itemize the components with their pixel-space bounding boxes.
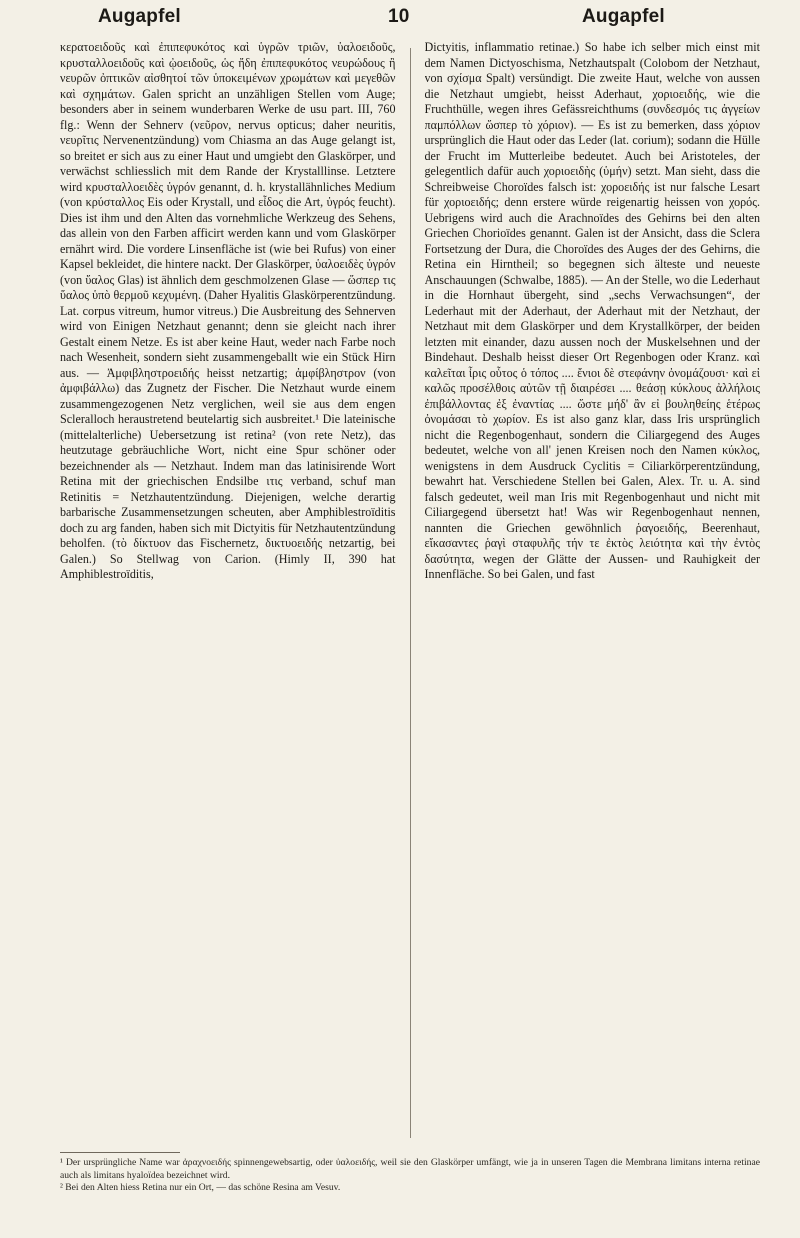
page-number: 10 [388,6,410,27]
footnote-2: ² Bei den Alten hiess Retina nur ein Ort, — das schöne Resina am Vesuv. [60,1182,341,1193]
two-column-body [60,40,760,1148]
footnote-rule [60,1152,180,1153]
right-column-text: Dictyitis, inflammatio retinae.) So habe ich selber mich einst mit dem Namen Dictyoschisma, Netzhautspalt (Colobom der Netzhaut, von σχίσμα Spalt) versündigt. Die zweite Haut, welche von aussen die Netzhaut umgiebt, heisst Aderhaut, χοριοειδής, wie die Fruchthülle, wegen ihres Gefässreichthums (συνδεσμός τις ἀγγείων παμπόλλων ὥσπερ τὸ χόριον). — Es ist zu bemerken, dass χόριον ursprünglich die Haut oder das Leder (lat. corium); sodann die Hülle der Frucht im Mutterleibe bedeutet. Auch bei Aristoteles, der gelegentlich dafür auch χοριοειδὴς (ὑμήν) setzt. Man sieht, dass die Schreibweise Choroïdes falsch ist: χοροειδής ist nur falsche Lesart für χοριοειδής; denn erstere würde reigenartig heissen von χορός. Uebrigens wird auch die Arachnoïdes des Gehirns bei den alten Griechen Chorioïdes genannt. Galen ist der Ansicht, dass die Sclera Fortsetzung der Dura, die Choroïdes des Auges der des Gehirns, die Retina ein Hirntheil; so begegnen sich älteste und neueste Anschauungen (Schwalbe, 1885). — An der Stelle, wo die Lederhaut in die Hornhaut übergeht, sind „sechs Verwachsungen“, der Lederhaut mit der Aderhaut, der Aderhaut mit der Netzhaut, der Netzhaut mit dem Glaskörper und dem Krystallkörper, der beiden letzten mit einander, dazu aussen noch der Muskelsehnen und der Bindehaut. Deshalb heisst dieser Ort Regenbogen oder Kranz. καὶ καλεῖται ἶρις οὗτος ὁ τόπος .... ἔνιοι δὲ στεφάνην ὀνομάζουσι· καὶ εἰ καλῶς προσέλθοις αὐτῶν τῇ διαιρέσει .... θεάσῃ κύκλους ἀλλήλοις ἐπιβάλλοντας ἐξ ἐναντίας .... ὥστε μήδ' ἂν εἰ βουληθείης ἑτέρως ὀνομάσαι τὸ χωρίον. Es ist also ganz klar, dass Iris ursprünglich nicht die Regenbogenhaut, sondern die Ciliargegend des Auges bedeutet, welche von all' jenen Kreisen noch den Namen κύκλος, wenigstens in dem Ausdruck Cyclitis = Ciliarkörperentzündung, bewahrt hat. Verschiedene Stellen bei Galen, Alex. Tr. u. A. sind falsch gedeutet, weil man Iris mit Regenbogenhaut und nicht mit Ciliargegend übersetzt hat! Was wir Regenbogenhaut nennen, nannten die Griechen gewöhnlich ῥαγοειδής, Beerenhaut, εἴκασαντες ῥαγὶ σταφυλῆς τήν τε ἐκτὸς λειότητα καὶ τὴν ἐντὸς δασύτητα, wegen der Glätte der Aussen- und Rauhigkeit der Innenfläche. So bei Galen, und fast [424,40,761,581]
column-divider [410,48,411,1138]
header-left-title: Augapfel [98,6,181,27]
footnote-1: ¹ Der ursprüngliche Name war ἀραχνοειδής spinnengewebsartig, oder ὑαλοειδής, weil sie den Glaskörper umfängt, wie ja in unseren Tagen die Membrana limitans interna retinae auch als limitans hyaloïdea bezeichnet wird. [60,1157,760,1181]
right-column [425,40,761,1148]
left-column-text: κερατοειδοῦς καὶ ἐπιπεφυκότος καὶ ὑγρῶν τριῶν, ὑαλοειδοῦς, κρυσταλλοειδοῦς καὶ ᾠοειδοῦς, ὡς ἤδη ἐπιπεφυκότος νευρώδους ἢ νευρῶν ὀπτικῶν αἰσθητοί τῶν ὑποκειμένων χρωμάτων καὶ μεγεθῶν καὶ σχημάτων. Galen spricht an unzähligen Stellen vom Auge; besonders aber in seinem wunderbaren Werke de usu part. III, 760 flg.: Wenn der Sehnerv (νεῦρον, nervus opticus; daher neuritis, νευρῖτις Nervenentzündung) vom Chiasma an das Auge gelangt ist, so breitet er sich aus zu einer Haut und umgiebt den Glaskörper, und verwächst schliesslich mit dem Rande der Krystalllinse. Letztere wird κρυσταλλοειδὲς ὑγρόν genannt, d. h. krystallähnliches Medium (von κρύσταλλος Eis oder Krystall, und εἶδος die Art, ὑγρός feucht). Dies ist ihm und den Alten das vornehmliche Werkzeug des Sehens, das allein von den Farben afficirt werden kann und vom Glaskörper ernährt wird. Die vordere Linsenfläche ist (wie bei Rufus) von einer Kapsel bekleidet, die hintere nackt. Der Glaskörper, ὑαλοειδὲς ὑγρόν (von ὕαλος Glas) ist ähnlich dem geschmolzenen Glase — ὥσπερ τις ὕαλος ὑπὸ θερμοῦ κεχυμένη. (Daher Hyalitis Glaskörperentzündung. Lat. corpus vitreum, humor vitreus.) Die Ausbreitung des Sehnerven wird von Einigen Netzhaut genannt; denn sie gleicht nach ihrer Gestalt einem Netze. Es ist aber keine Haut, weder nach Farbe noch nach Wesenheit, sondern sieht zusammengeballt wie ein Stück Hirn aus. — Ἀμφιβληστροειδής heisst netzartig; ἀμφίβληστρον (von ἀμφιβάλλω) das Zugnetz der Fischer. Die Netzhaut wurde einem zusammengezogenen Netz verglichen, weil sie aus dem engen Scleralloch heraustretend beutelartig sich ausbreitet.¹ Die lateinische (mittelalterliche) Uebersetzung ist retina² (von rete Netz), das heutzutage gebräuchliche Wort, nicht eine Spur schöner oder bezeichnender als — Netzhaut. Indem man das latinisirende Wort Retina mit der griechischen Endsilbe ιτις verband, schuf man Retinitis = Netzhautentzündung. Diejenigen, welche derartig barbarische Zusammensetzungen scheuten, aber Amphiblestroïditis doch zu arg fanden, haben sich mit Dictyitis für Netzhautentzündung beholfen. (τὸ δίκτυον das Fischernetz, δικτυοειδής netzartig, bei Galen.) So Stellwag von Carion. (Himly II, 390 hat Amphiblestroïditis, [60,40,396,581]
left-column [60,40,396,1148]
footnotes [60,1152,760,1195]
running-header [0,0,800,38]
header-right-title: Augapfel [582,6,665,27]
